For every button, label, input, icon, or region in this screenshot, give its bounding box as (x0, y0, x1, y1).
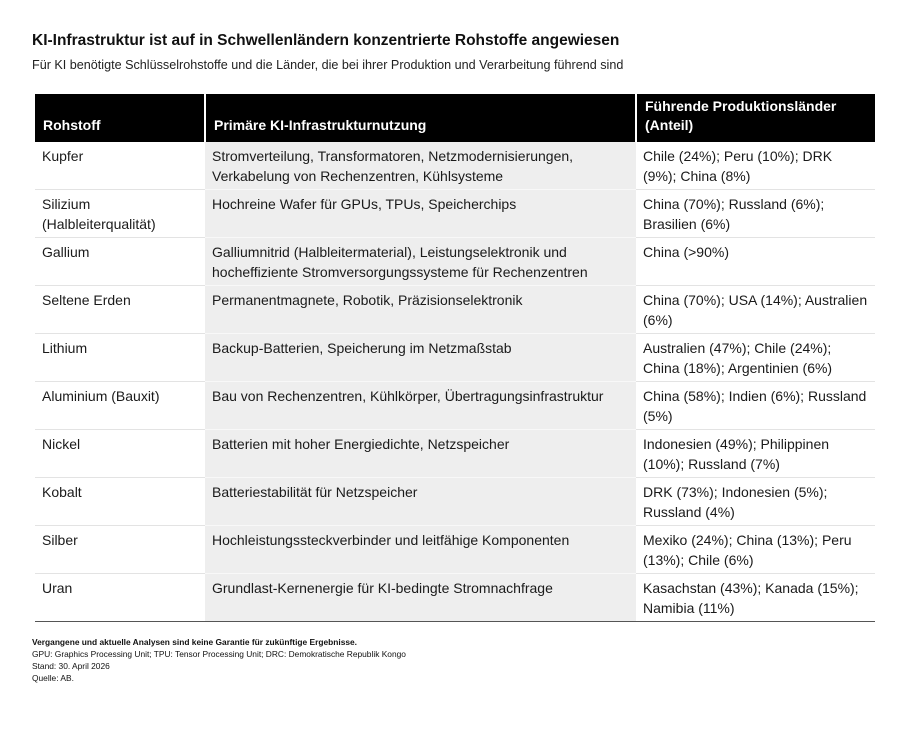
table-header (35, 94, 875, 142)
cell-rohstoff: Lithium (35, 334, 205, 382)
cell-nutzung: Permanentmagnete, Robotik, Präzisionselektronik (205, 286, 636, 334)
table-row (35, 334, 875, 382)
raw-materials-table (35, 94, 875, 622)
table-row (35, 238, 875, 286)
cell-rohstoff: Silber (35, 526, 205, 574)
cell-rohstoff: Seltene Erden (35, 286, 205, 334)
cell-rohstoff: Uran (35, 574, 205, 622)
table-row (35, 190, 875, 238)
column-header-rohstoff: Rohstoff (35, 94, 205, 142)
page-title: KI-Infrastruktur ist auf in Schwellenländern konzentrierte Rohstoffe angewiesen (32, 32, 620, 49)
cell-nutzung: Backup-Batterien, Speicherung im Netzmaßstab (205, 334, 636, 382)
table-row (35, 478, 875, 526)
cell-rohstoff: Gallium (35, 238, 205, 286)
cell-laender: DRK (73%); Indonesien (5%); Russland (4%) (636, 478, 875, 526)
cell-rohstoff: Aluminium (Bauxit) (35, 382, 205, 430)
cell-laender: China (70%); USA (14%); Australien (6%) (636, 286, 875, 334)
cell-nutzung: Grundlast-Kernenergie für KI-bedingte Stromnachfrage (205, 574, 636, 622)
table-row (35, 286, 875, 334)
cell-nutzung: Stromverteilung, Transformatoren, Netzmodernisierungen, Verkabelung von Rechenzentren, Kühlsysteme (205, 142, 636, 190)
cell-rohstoff: Nickel (35, 430, 205, 478)
cell-laender: China (70%); Russland (6%); Brasilien (6%) (636, 190, 875, 238)
disclaimer-text: Vergangene und aktuelle Analysen sind keine Garantie für zukünftige Ergebnisse. (32, 637, 358, 647)
cell-laender: China (58%); Indien (6%); Russland (5%) (636, 382, 875, 430)
cell-rohstoff: Kobalt (35, 478, 205, 526)
cell-nutzung: Hochleistungssteckverbinder und leitfähige Komponenten (205, 526, 636, 574)
cell-laender: Kasachstan (43%); Kanada (15%); Namibia (11%) (636, 574, 875, 622)
footnotes (32, 636, 406, 684)
cell-nutzung: Batteriestabilität für Netzspeicher (205, 478, 636, 526)
table-row (35, 382, 875, 430)
table-row (35, 526, 875, 574)
cell-laender: Australien (47%); Chile (24%); China (18%); Argentinien (6%) (636, 334, 875, 382)
abbreviations-text: GPU: Graphics Processing Unit; TPU: Tensor Processing Unit; DRC: Demokratische Republik Kongo (32, 649, 406, 659)
cell-laender: Chile (24%); Peru (10%); DRK (9%); China (8%) (636, 142, 875, 190)
column-header-nutzung: Primäre KI-Infrastrukturnutzung (205, 94, 636, 142)
source-text: Quelle: AB. (32, 673, 74, 683)
page-subtitle: Für KI benötigte Schlüsselrohstoffe und die Länder, die bei ihrer Produktion und Verarbeitung führend sind (32, 58, 624, 72)
cell-laender: Mexiko (24%); China (13%); Peru (13%); Chile (6%) (636, 526, 875, 574)
cell-rohstoff: Kupfer (35, 142, 205, 190)
cell-laender: China (>90%) (636, 238, 875, 286)
cell-nutzung: Batterien mit hoher Energiedichte, Netzspeicher (205, 430, 636, 478)
table-row (35, 574, 875, 622)
cell-laender: Indonesien (49%); Philippinen (10%); Russland (7%) (636, 430, 875, 478)
cell-nutzung: Galliumnitrid (Halbleitermaterial), Leistungselektronik und hocheffiziente Stromversorgungssysteme für Rechenzentren (205, 238, 636, 286)
column-header-laender: Führende Produktionsländer (Anteil) (636, 94, 875, 142)
table-row (35, 430, 875, 478)
cell-nutzung: Bau von Rechenzentren, Kühlkörper, Übertragungsinfrastruktur (205, 382, 636, 430)
cell-nutzung: Hochreine Wafer für GPUs, TPUs, Speicherchips (205, 190, 636, 238)
cell-rohstoff: Silizium (Halbleiterqualität) (35, 190, 205, 238)
date-text: Stand: 30. April 2026 (32, 661, 110, 671)
table-row (35, 142, 875, 190)
